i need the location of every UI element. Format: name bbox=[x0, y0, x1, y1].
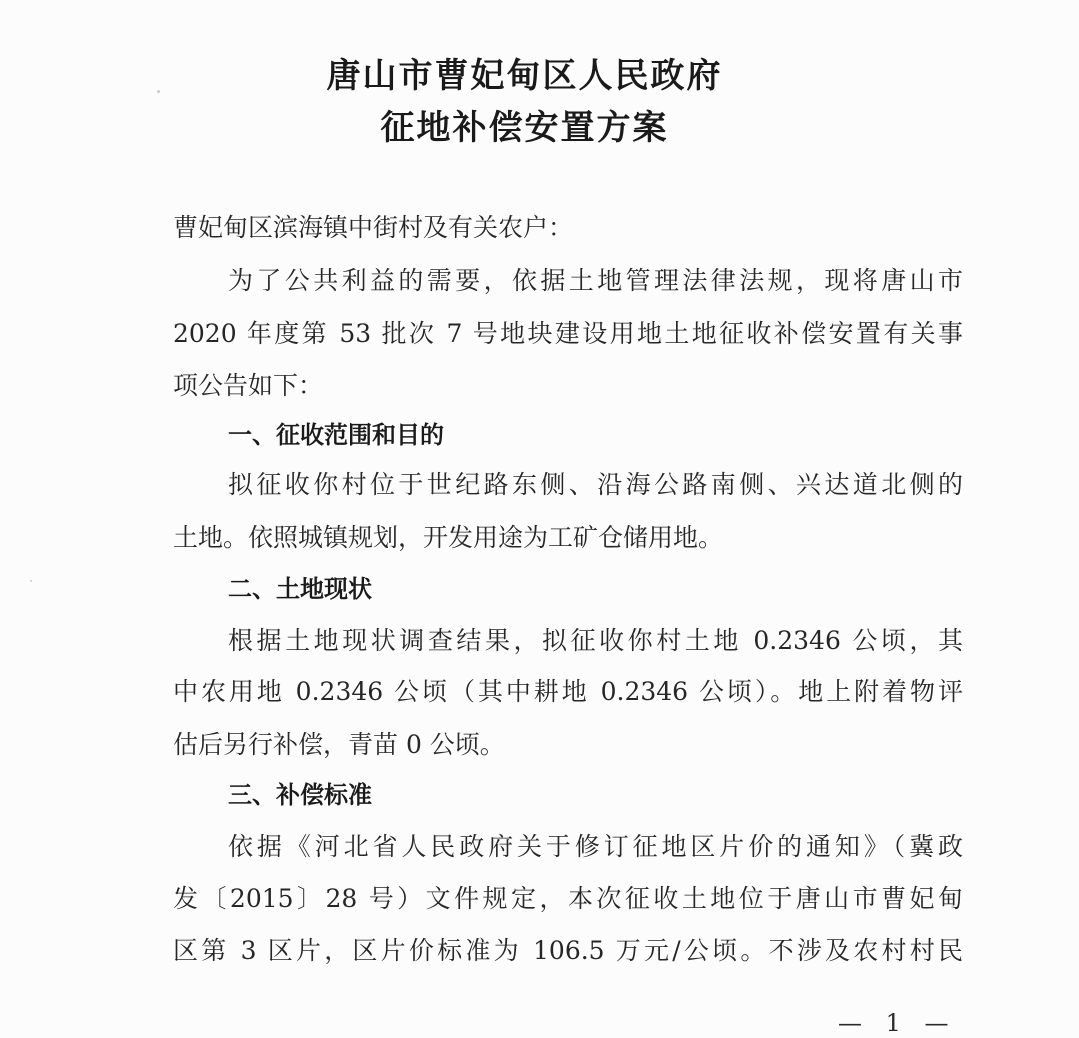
section-2-line-1: 根据土地现状调查结果，拟征收你村土地 0.2346 公顷，其 bbox=[228, 626, 963, 655]
salutation: 曹妃甸区滨海镇中街村及有关农户： bbox=[173, 213, 574, 242]
document-title bbox=[0, 50, 1079, 154]
section-1-line-2: 土地。依照城镇规划，开发用途为工矿仓储用地。 bbox=[173, 523, 724, 552]
section-3-heading: 三、补偿标准 bbox=[228, 781, 372, 809]
section-2-line-2: 中农用地 0.2346 公顷（其中耕地 0.2346 公顷）。地上附着物评 bbox=[173, 677, 963, 706]
section-1-line-1: 拟征收你村位于世纪路东侧、沿海公路南侧、兴达道北侧的 bbox=[228, 470, 963, 499]
section-2-line-3: 估后另行补偿，青苗 0 公顷。 bbox=[173, 730, 505, 759]
section-3-line-3: 区第 3 区片，区片价标准为 106.5 万元/公顷。不涉及农村村民 bbox=[173, 936, 963, 965]
intro-line-3: 项公告如下： bbox=[173, 371, 324, 400]
section-1-heading: 一、征收范围和目的 bbox=[228, 421, 444, 449]
scan-speck bbox=[30, 580, 32, 582]
section-3-line-2: 发〔2015〕28 号）文件规定，本次征收土地位于唐山市曹妃甸 bbox=[173, 884, 963, 913]
section-2-heading: 二、土地现状 bbox=[228, 575, 372, 603]
title-line-1: 唐山市曹妃甸区人民政府 bbox=[326, 56, 723, 96]
intro-line-1: 为了公共利益的需要，依据土地管理法律法规，现将唐山市 bbox=[228, 266, 963, 295]
title-line-2: 征地补偿安置方案 bbox=[380, 108, 669, 148]
section-3-line-1: 依据《河北省人民政府关于修订征地区片价的通知》（冀政 bbox=[228, 832, 963, 861]
intro-line-2: 2020 年度第 53 批次 7 号地块建设用地土地征收补偿安置有关事 bbox=[173, 319, 963, 348]
page-number: — 1 — bbox=[838, 1009, 957, 1037]
